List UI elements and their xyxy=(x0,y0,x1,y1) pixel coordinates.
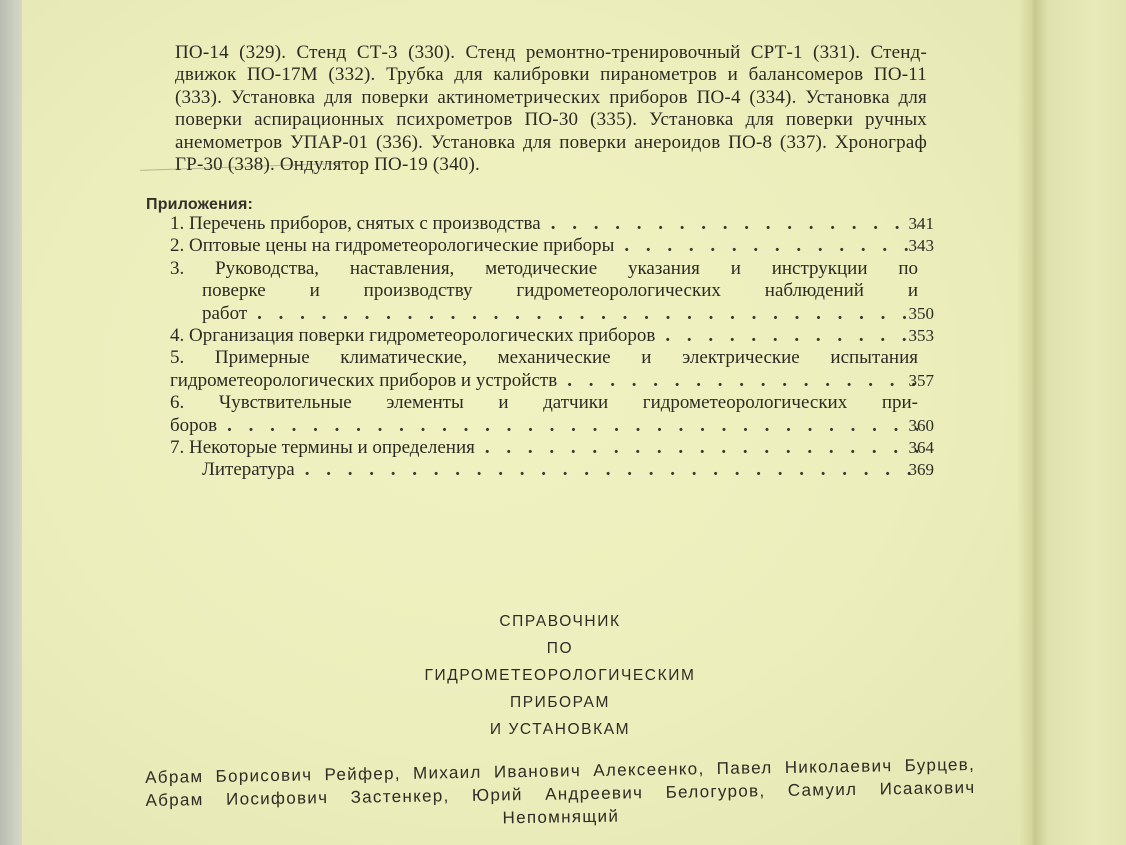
dot-leader xyxy=(257,303,918,325)
dot-leader xyxy=(624,235,918,257)
dot-leader xyxy=(485,437,918,459)
toc-entry-title: 6. Чувствительные элементы и датчики гидрометеорологических при- xyxy=(170,392,918,414)
toc-entry xyxy=(170,437,970,459)
toc-entry xyxy=(170,325,970,347)
book-title-line: ПРИБОРАМ xyxy=(509,694,611,711)
toc-page-number: 343 xyxy=(908,236,934,256)
appendices-list xyxy=(170,213,970,482)
toc-entry xyxy=(170,392,970,437)
dot-leader xyxy=(305,459,918,481)
dot-leader xyxy=(665,325,918,347)
toc-entry-title: 2. Оптовые цены на гидрометеорологические приборы xyxy=(170,235,615,257)
toc-entry xyxy=(170,347,970,392)
book-title-line: ПО xyxy=(546,640,574,657)
toc-page-number: 364 xyxy=(908,438,934,458)
adjacent-page xyxy=(1048,0,1126,845)
book-gutter xyxy=(1018,0,1048,845)
toc-entry-title: 7. Некоторые термины и определения xyxy=(170,437,475,459)
toc-page-number: 357 xyxy=(908,370,934,390)
toc-page-number: 350 xyxy=(908,303,934,323)
toc-entry xyxy=(170,213,970,235)
toc-entry-title: 1. Перечень приборов, снятых с производства xyxy=(170,213,541,234)
toc-page-number: 353 xyxy=(908,326,934,346)
toc-entry-title: 5. Примерные климатические, механические и электрические испытания xyxy=(170,347,918,369)
appendices-heading: Приложения: xyxy=(146,196,254,213)
dot-leader xyxy=(567,370,918,392)
toc-page-number: 360 xyxy=(908,415,934,435)
toc-entry-title: 3. Руководства, наставления, методические указания и инструкции по xyxy=(170,257,918,279)
toc-entry xyxy=(170,258,970,325)
dot-leader xyxy=(551,213,918,235)
book-title-line: СПРАВОЧНИК xyxy=(499,613,621,630)
continued-contents-text: ПО-14 (329). Стенд СТ-3 (330). Стенд ремонтно-тренировочный СРТ-1 (331). Стенд-движок ПО-17М (332). Трубка для калибровки пиранометров и балансомеров ПО-11 (333). Установка для поверки актинометрических приборов ПО-4 (334). Установка для поверки аспирационных психрометров ПО-30 (335). Установка для поверки ручных анемометров УПАР-01 (336). Установка для поверки анероидов ПО-8 (337). Хронограф ГР-30 (338). Ондулятор ПО-19 (340). xyxy=(175,42,927,176)
toc-entry xyxy=(170,235,970,257)
background-edge xyxy=(0,0,22,845)
book-title-line: И УСТАНОВКАМ xyxy=(489,721,631,738)
book-title-line: ГИДРОМЕТЕОРОЛОГИЧЕСКИМ xyxy=(424,667,696,684)
authors-list: Абрам Борисович Рейфер, Михаил Иванович Алексеенко, Павел Николаевич Бурцев, Абрам Иосифович Застенкер, Юрий Андреевич Белогуров, Самуил Исаакович Непомнящий xyxy=(145,754,976,828)
toc-entry xyxy=(170,459,970,481)
book-title xyxy=(380,608,740,743)
toc-page-number: 369 xyxy=(908,460,934,480)
dot-leader xyxy=(227,415,918,437)
toc-entry-title: Литература xyxy=(202,459,295,481)
toc-entry-title-continued: боров xyxy=(170,414,218,436)
toc-entry-title-continued: работ xyxy=(202,302,248,324)
toc-entry-title-continued: поверке и производству гидрометеорологических наблюдений и xyxy=(202,280,918,302)
toc-page-number: 341 xyxy=(908,214,934,233)
toc-entry-title-continued: гидрометеорологических приборов и устройств xyxy=(170,369,558,391)
toc-entry-title: 4. Организация поверки гидрометеорологических приборов xyxy=(170,325,656,347)
